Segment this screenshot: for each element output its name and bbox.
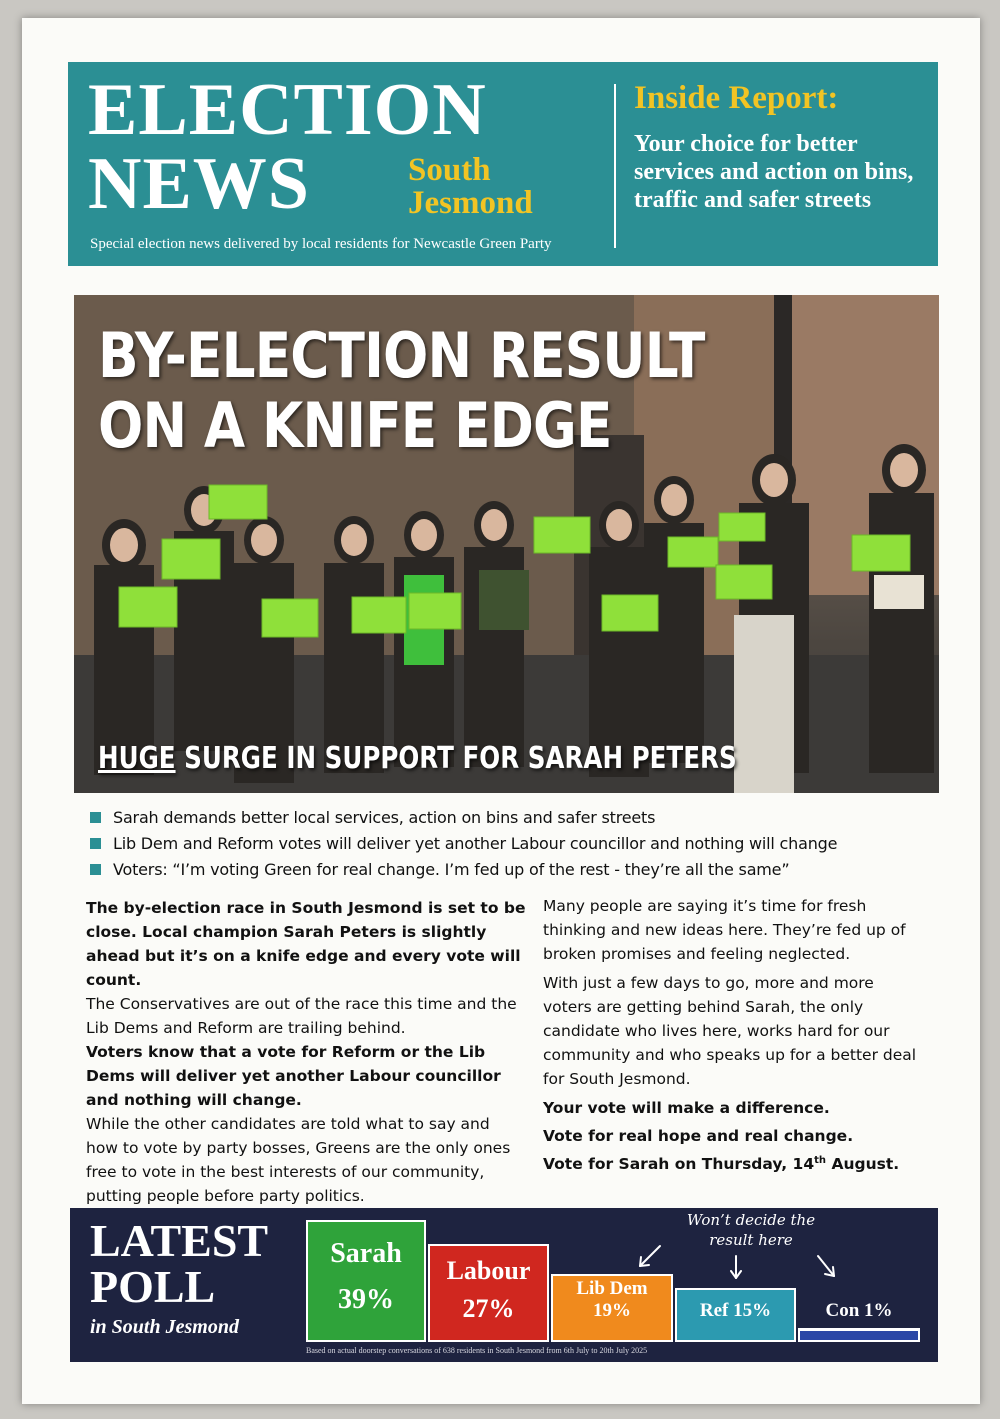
poll-bar-percent: 19%: [593, 1300, 631, 1321]
article-paragraph: Your vote will make a difference.: [543, 1099, 830, 1117]
key-point-text: Voters: “I’m voting Green for real change. I’m fed up of the rest - they’re all the same”: [113, 859, 790, 879]
article-paragraph: Many people are saying it’s time for fresh thinking and new ideas here. They’re fed up of broken promises and feeling neglected.: [543, 897, 906, 963]
poll-bar-name: Sarah: [330, 1238, 402, 1269]
bullet-square-icon: [90, 838, 101, 849]
article-paragraph: Vote for real hope and real change.: [543, 1127, 854, 1145]
bullet-square-icon: [90, 864, 101, 875]
article-paragraph: With just a few days to go, more and more voters are getting behind Sarah, the only candidate who lives here, works hard for our community and who speaks up for a better deal for South Jesmond.: [543, 974, 917, 1088]
vote-date-suffix: th: [814, 1154, 827, 1166]
inside-report-text: Your choice for better services and action on bins, traffic and safer streets: [634, 131, 914, 213]
article-paragraph: The by-election race in South Jesmond is set to be close. Local champion Sarah Peters is slightly ahead but it’s on a knife edge and every vote will count.: [86, 899, 526, 989]
photo-headline-line1: BY-ELECTION RESULT: [98, 319, 705, 392]
poll-title-line2: POLL: [90, 1261, 216, 1312]
vote-date-month: August.: [826, 1155, 900, 1173]
photo-headline-line2: ON A KNIFE EDGE: [98, 389, 612, 462]
inside-report-heading: Inside Report:: [634, 80, 839, 116]
key-point-text: Sarah demands better local services, action on bins and safer streets: [113, 807, 656, 827]
masthead-title-election: ELECTION: [88, 69, 487, 151]
key-points-list: [90, 804, 960, 882]
masthead-area-line1: South: [408, 152, 491, 188]
masthead-area-line2: Jesmond: [408, 185, 533, 221]
poll-bar-name: Con: [825, 1300, 860, 1321]
poll-bar-percent: 27%: [462, 1294, 515, 1323]
masthead-divider: [614, 84, 616, 248]
key-point: [90, 830, 960, 856]
latest-poll-panel: [70, 1208, 938, 1362]
photo-subheadline-emphasis: HUGE: [98, 741, 176, 776]
campaign-photo: [74, 295, 939, 793]
masthead-area: [408, 154, 533, 220]
poll-bar-percent: 15%: [733, 1300, 772, 1321]
poll-bar-name: Lib Dem: [576, 1278, 648, 1299]
poll-arrows-icon: [70, 1208, 938, 1362]
photo-headline: [98, 321, 705, 461]
photo-subheadline: [98, 741, 737, 776]
poll-annotation: Won’t decide the result here: [686, 1211, 816, 1249]
masthead-subtitle: Special election news delivered by local residents for Newcastle Green Party: [90, 236, 552, 252]
article-paragraph: The Conservatives are out of the race this time and the Lib Dems and Reform are trailing behind.: [86, 995, 517, 1037]
key-point-text: Lib Dem and Reform votes will deliver yet another Labour councillor and nothing will change: [113, 833, 838, 853]
photo-subheadline-rest: SURGE IN SUPPORT FOR SARAH PETERS: [184, 741, 737, 776]
article-left-column: [86, 896, 526, 1208]
poll-bar-percent: 1%: [864, 1300, 893, 1321]
poll-title-line1: LATEST: [90, 1215, 269, 1266]
masthead-title-news: NEWS: [88, 143, 310, 225]
article-paragraph: While the other candidates are told what to say and how to vote by party bosses, Greens are the only ones free to vote in the best interests of our community, putting people before party politics.: [86, 1115, 511, 1205]
article-paragraph: Voters know that a vote for Reform or the Lib Dems will deliver yet another Labour councillor and nothing will change.: [86, 1043, 501, 1109]
key-point: [90, 856, 960, 882]
vote-date-text: Vote for Sarah on Thursday, 14: [543, 1155, 815, 1173]
poll-bar-percent: 39%: [338, 1284, 394, 1315]
poll-bar-name: Ref: [699, 1300, 729, 1321]
bullet-square-icon: [90, 812, 101, 823]
poll-area: in South Jesmond: [90, 1316, 239, 1338]
poll-footnote: Based on actual doorstep conversations of 638 residents in South Jesmond from 6th July to 20th July 2025: [306, 1346, 648, 1355]
key-point: [90, 804, 960, 830]
masthead: [68, 62, 938, 266]
article-paragraph-vote-date: [543, 1152, 923, 1176]
poll-bar-name: Labour: [446, 1256, 531, 1285]
article-right-column: [543, 894, 923, 1176]
